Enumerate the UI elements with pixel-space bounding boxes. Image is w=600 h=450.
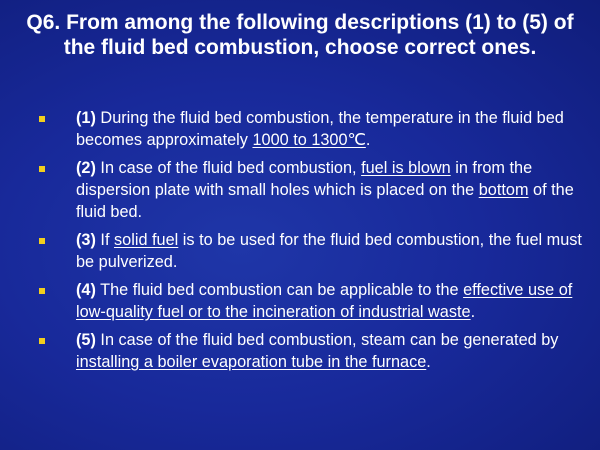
square-bullet-icon xyxy=(39,338,45,344)
option-text: in from the dispersion plate with small holes which is placed on the xyxy=(76,159,533,199)
option-item-3 xyxy=(0,229,600,273)
option-item-2 xyxy=(0,157,600,223)
option-text: . xyxy=(470,303,476,321)
option-item-5 xyxy=(0,329,600,373)
option-text: During the fluid bed combustion, the temperature in the fluid bed becomes approximately xyxy=(76,109,564,149)
option-text: . xyxy=(426,353,431,371)
option-item-1 xyxy=(0,107,600,151)
option-underlined-text: solid fuel xyxy=(114,231,179,249)
option-underlined-text: installing a boiler evaporation tube in the furnace xyxy=(76,353,427,371)
option-text: is to be used for the fluid bed combustion, the fuel must be pulverized. xyxy=(76,231,582,271)
option-underlined-text: 1000 to 1300℃ xyxy=(252,131,366,149)
option-text: of the fluid bed. xyxy=(76,181,574,221)
square-bullet-icon xyxy=(39,238,45,244)
option-number: (5) xyxy=(76,331,96,349)
option-underlined-text: fuel is blown xyxy=(361,159,451,177)
option-text: . xyxy=(365,131,371,149)
option-number: (4) xyxy=(76,281,96,299)
square-bullet-icon xyxy=(39,116,45,122)
option-number: (2) xyxy=(76,159,96,177)
option-text: In case of the fluid bed combustion, xyxy=(95,159,362,177)
slide-title: Q6. From among the following descriptions (1) to (5) of the fluid bed combustion, choose correct ones. xyxy=(26,11,574,59)
option-number: (1) xyxy=(76,109,96,127)
options-list xyxy=(0,107,600,379)
option-text: The fluid bed combustion can be applicable to the xyxy=(95,281,464,299)
option-item-4 xyxy=(0,279,600,323)
option-text: If xyxy=(95,231,115,249)
option-text: In case of the fluid bed combustion, steam can be generated by xyxy=(95,331,559,349)
square-bullet-icon xyxy=(39,166,45,172)
option-number: (3) xyxy=(76,231,96,249)
option-underlined-text: effective use of low-quality fuel or to the incineration of industrial waste xyxy=(76,281,573,321)
option-underlined-text: bottom xyxy=(478,181,529,199)
square-bullet-icon xyxy=(39,288,45,294)
